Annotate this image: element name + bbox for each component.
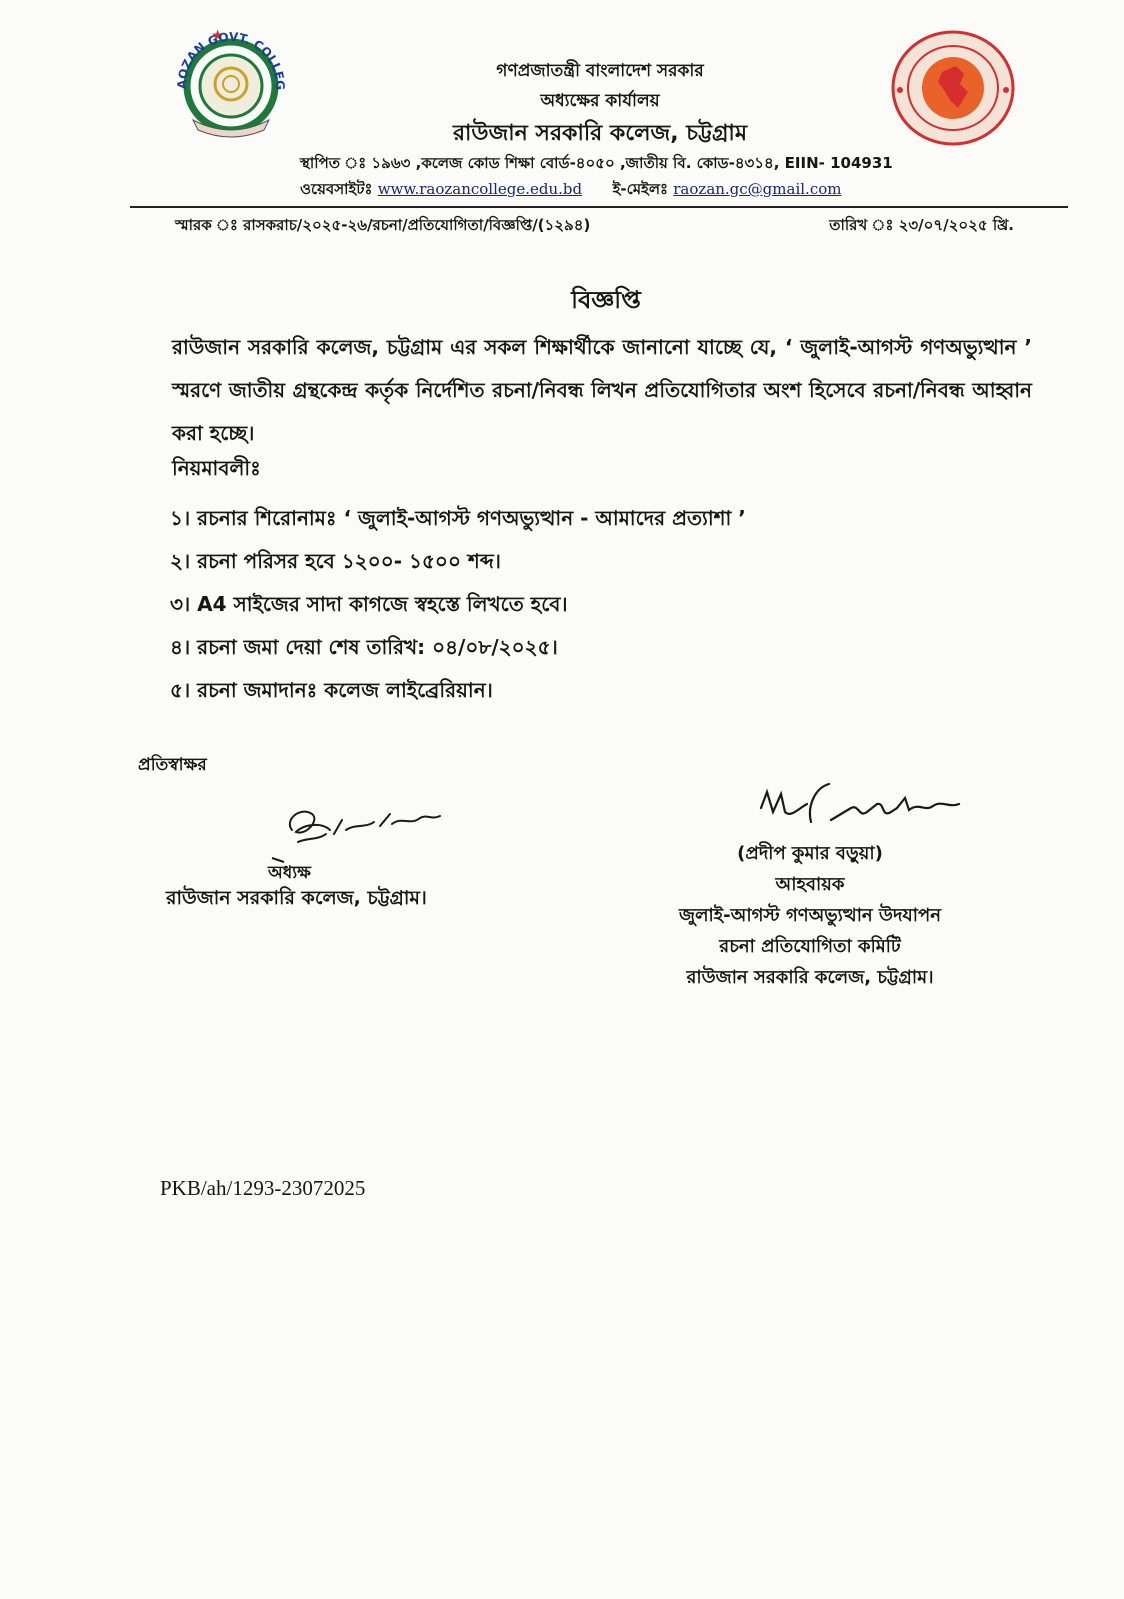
notice-body: রাউজান সরকারি কলেজ, চট্টগ্রাম এর সকল শিক্ষার্থীকে জানানো যাচ্ছে যে, ‘ জুলাই-আগস্ট গণঅভ্যুত্থান ’ স্মরণে জাতীয় গ্রন্থকেন্দ্র কর্তৃক নির্দেশিত রচনা/নিবন্ধ লিখন প্রতিযোগিতার অংশ হিসেবে রচনা/নিবন্ধ আহ্বান করা হচ্ছে।	[172, 335, 1032, 445]
contact-info	[300, 178, 841, 203]
notice-title: বিজ্ঞপ্তি	[571, 286, 641, 314]
committee-line-2: রচনা প্রতিযোগিতা কমিটি	[719, 936, 901, 957]
rule-item: ৩। A4 সাইজের সাদা কাগজে স্বহস্তে লিখতে হবে।	[170, 592, 568, 616]
countersign-label: প্রতিস্বাক্ষর	[138, 755, 207, 775]
rule-item: ৪। রচনা জমা দেয়া শেষ তারিখ: ০৪/০৮/২০২৫।	[170, 635, 558, 659]
college-seal-icon	[168, 20, 294, 146]
office-line: অধ্যক্ষের কার্যালয়	[540, 91, 660, 111]
notice-date: তারিখ ঃ ২৩/০৭/২০২৫ খ্রি.	[829, 216, 1014, 234]
college-seal-text: AOZAN GOVT. COLLEG	[174, 29, 288, 91]
convener-name: (প্রদীপ কুমার বড়ুয়া)	[737, 843, 883, 864]
memo-number: স্মারক ঃ রাসকরাচ/২০২৫-২৬/রচনা/প্রতিযোগিতা/বিজ্ঞপ্তি/(১২৯৪)	[175, 216, 591, 234]
convener-block	[640, 838, 980, 993]
rule-item: ১। রচনার শিরোনামঃ ‘ জুলাই-আগস্ট গণঅভ্যুত্থান - আমাদের প্রত্যাশা ’	[170, 506, 746, 530]
email-label: ই-মেইলঃ	[612, 180, 669, 198]
convener-role: আহবায়ক	[775, 874, 845, 895]
convener-college: রাউজান সরকারি কলেজ, চট্টগ্রাম।	[686, 967, 934, 988]
government-line: গণপ্রজাতন্ত্রী বাংলাদেশ সরকার	[496, 61, 704, 81]
college-name: রাউজান সরকারি কলেজ, চট্টগ্রাম	[452, 121, 748, 146]
rule-item: ৫। রচনা জমাদানঃ কলেজ লাইব্রেরিয়ান।	[170, 678, 493, 702]
email-link[interactable]: raozan.gc@gmail.com	[673, 180, 842, 198]
principal-title: অধ্যক্ষ	[268, 863, 311, 883]
reference-code: PKB/ah/1293-23072025	[160, 1176, 366, 1200]
establishment-info: স্থাপিত ঃ ১৯৬৩ ,কলেজ কোড শিক্ষা বোর্ড-৪০৫০ ,জাতীয় বি. কোড-৪৩১৪, EIIN- 104931	[300, 154, 893, 172]
committee-line-1: জুলাই-আগস্ট গণঅভ্যুত্থান উদযাপন	[679, 905, 941, 926]
principal-college: রাউজান সরকারি কলেজ, চট্টগ্রাম।	[166, 887, 427, 909]
rules-heading: নিয়মাবলীঃ	[172, 456, 261, 480]
header-divider	[130, 206, 1068, 208]
government-seal-icon	[888, 28, 1018, 148]
rule-item: ২। রচনা পরিসর হবে ১২০০- ১৫০০ শব্দ।	[170, 549, 501, 573]
website-label: ওয়েবসাইটঃ	[300, 180, 373, 198]
rules-list	[170, 497, 746, 712]
website-link[interactable]: www.raozancollege.edu.bd	[377, 180, 583, 198]
